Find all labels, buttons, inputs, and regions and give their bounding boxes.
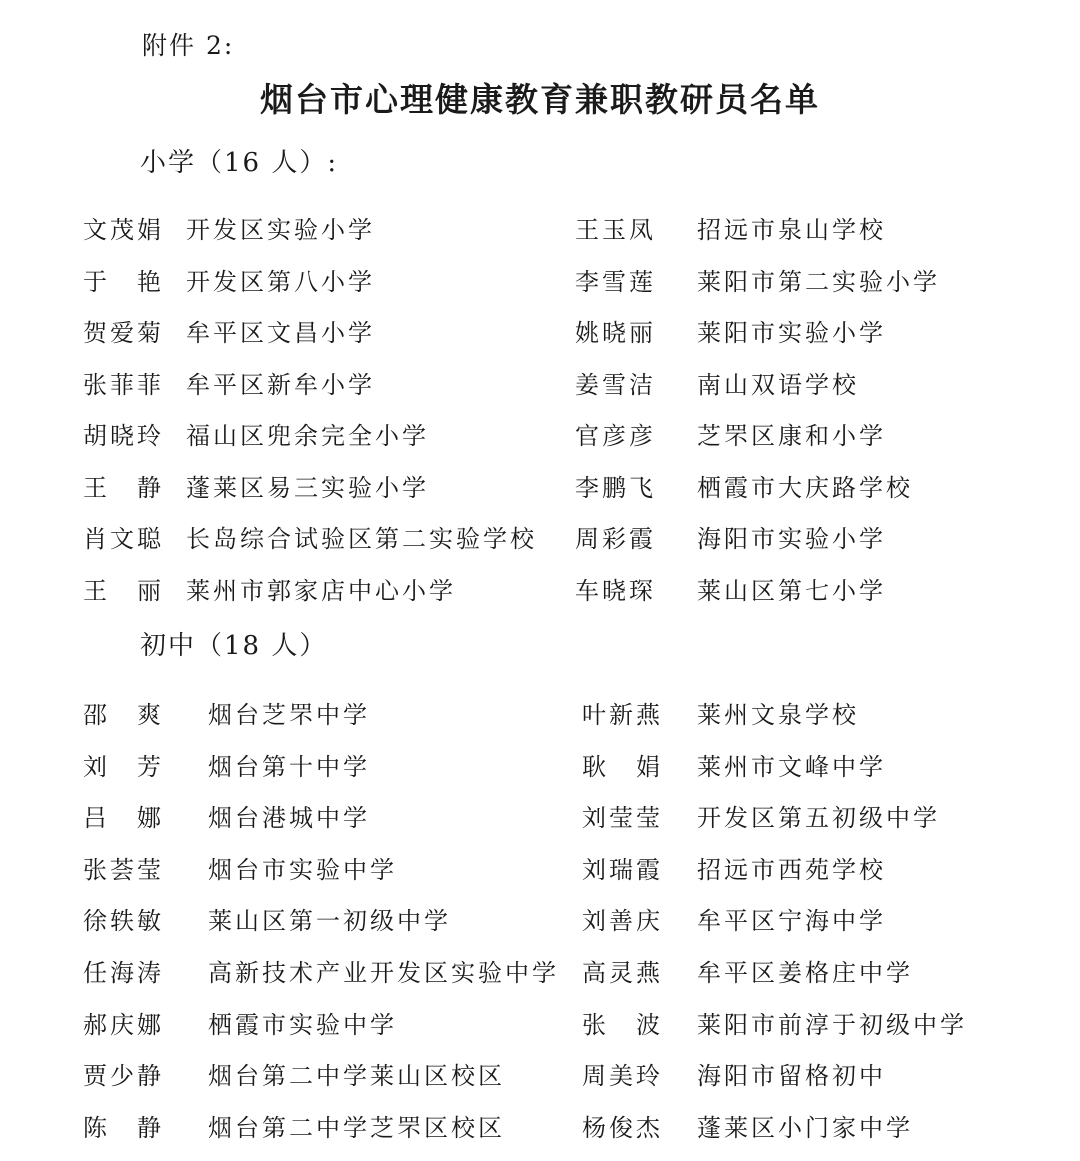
- school-name: 蓬莱区小门家中学: [697, 1113, 913, 1142]
- school-name: 莱山区第七小学: [697, 576, 886, 605]
- school-name: 开发区第五初级中学: [697, 804, 940, 833]
- primary-school-heading: 小学（16 人）:: [140, 148, 339, 178]
- school-name: 牟平区文昌小学: [186, 319, 375, 347]
- teacher-name: 吕 娜: [83, 804, 164, 833]
- school-name: 烟台第二中学芝罘区校区: [208, 1113, 505, 1142]
- school-name: 海阳市实验小学: [697, 525, 886, 553]
- school-name: 莱州市文峰中学: [697, 752, 886, 781]
- teacher-name: 周彩霞: [575, 525, 656, 553]
- school-name: 莱阳市第二实验小学: [697, 267, 940, 296]
- teacher-name: 文茂娟: [83, 216, 164, 244]
- teacher-name: 周美玲: [582, 1062, 663, 1091]
- middle-school-heading: 初中（18 人）: [140, 631, 328, 661]
- school-name: 福山区兜余完全小学: [186, 422, 429, 450]
- list-row: [0, 1110, 1080, 1161]
- school-name: 牟平区宁海中学: [697, 907, 886, 936]
- teacher-name: 王玉凤: [575, 216, 656, 244]
- teacher-name: 张荟莹: [83, 855, 164, 884]
- school-name: 高新技术产业开发区实验中学: [208, 958, 559, 987]
- school-name: 莱州市郭家店中心小学: [186, 576, 456, 605]
- list-row: [0, 697, 1080, 749]
- teacher-name: 郝庆娜: [83, 1010, 164, 1039]
- school-name: 招远市西苑学校: [697, 855, 886, 884]
- school-name: 莱州文泉学校: [697, 701, 859, 729]
- school-name: 莱阳市前淳于初级中学: [697, 1010, 967, 1039]
- school-name: 南山双语学校: [697, 370, 859, 399]
- list-row: [0, 903, 1080, 955]
- school-name: 开发区第八小学: [186, 267, 375, 296]
- teacher-name: 姜雪洁: [575, 370, 656, 399]
- list-row: [0, 955, 1080, 1007]
- list-row: [0, 852, 1080, 904]
- teacher-name: 李雪莲: [575, 267, 656, 296]
- teacher-name: 邵 爽: [83, 701, 164, 729]
- school-name: 开发区实验小学: [186, 216, 375, 244]
- school-name: 莱山区第一初级中学: [208, 907, 451, 936]
- page-title: 烟台市心理健康教育兼职教研员名单: [260, 80, 820, 119]
- list-row: [0, 315, 1080, 367]
- school-name: 烟台第十中学: [208, 752, 370, 781]
- list-row: [0, 264, 1080, 316]
- primary-school-list: [0, 212, 1080, 624]
- list-row: [0, 749, 1080, 801]
- school-name: 蓬莱区易三实验小学: [186, 473, 429, 502]
- teacher-name: 王 丽: [83, 576, 164, 605]
- teacher-name: 任海涛: [83, 958, 164, 987]
- teacher-name: 官彦彦: [575, 422, 656, 450]
- teacher-name: 王 静: [83, 473, 164, 502]
- list-row: [0, 1007, 1080, 1059]
- teacher-name: 李鹏飞: [575, 473, 656, 502]
- teacher-name: 张 波: [582, 1010, 663, 1039]
- list-row: [0, 212, 1080, 264]
- school-name: 海阳市留格初中: [697, 1062, 886, 1091]
- school-name: 烟台第二中学莱山区校区: [208, 1062, 505, 1091]
- teacher-name: 徐轶敏: [83, 907, 164, 936]
- teacher-name: 刘莹莹: [582, 804, 663, 833]
- school-name: 芝罘区康和小学: [697, 422, 886, 450]
- teacher-name: 叶新燕: [582, 701, 663, 729]
- teacher-name: 肖文聪: [83, 525, 164, 553]
- school-name: 烟台芝罘中学: [208, 701, 370, 729]
- attachment-label: 附件 2:: [142, 31, 235, 60]
- teacher-name: 杨俊杰: [582, 1113, 663, 1142]
- school-name: 烟台市实验中学: [208, 855, 397, 884]
- list-row: [0, 800, 1080, 852]
- teacher-name: 张菲菲: [83, 370, 164, 399]
- school-name: 招远市泉山学校: [697, 216, 886, 244]
- school-name: 栖霞市大庆路学校: [697, 473, 913, 502]
- school-name: 长岛综合试验区第二实验学校: [186, 525, 537, 553]
- teacher-name: 胡晓玲: [83, 422, 164, 450]
- teacher-name: 于 艳: [83, 267, 164, 296]
- school-name: 栖霞市实验中学: [208, 1010, 397, 1039]
- teacher-name: 陈 静: [83, 1113, 164, 1142]
- teacher-name: 耿 娟: [582, 752, 663, 781]
- school-name: 牟平区新牟小学: [186, 370, 375, 399]
- teacher-name: 车晓琛: [575, 576, 656, 605]
- school-name: 牟平区姜格庄中学: [697, 958, 913, 987]
- list-row: [0, 418, 1080, 470]
- list-row: [0, 470, 1080, 522]
- teacher-name: 高灵燕: [582, 958, 663, 987]
- teacher-name: 刘 芳: [83, 752, 164, 781]
- teacher-name: 刘瑞霞: [582, 855, 663, 884]
- teacher-name: 贺爱菊: [83, 319, 164, 347]
- list-row: [0, 367, 1080, 419]
- teacher-name: 姚晓丽: [575, 319, 656, 347]
- list-row: [0, 573, 1080, 625]
- teacher-name: 贾少静: [83, 1062, 164, 1091]
- list-row: [0, 1058, 1080, 1110]
- school-name: 烟台港城中学: [208, 804, 370, 833]
- school-name: 莱阳市实验小学: [697, 319, 886, 347]
- teacher-name: 刘善庆: [582, 907, 663, 936]
- middle-school-list: [0, 697, 1080, 1161]
- list-row: [0, 521, 1080, 573]
